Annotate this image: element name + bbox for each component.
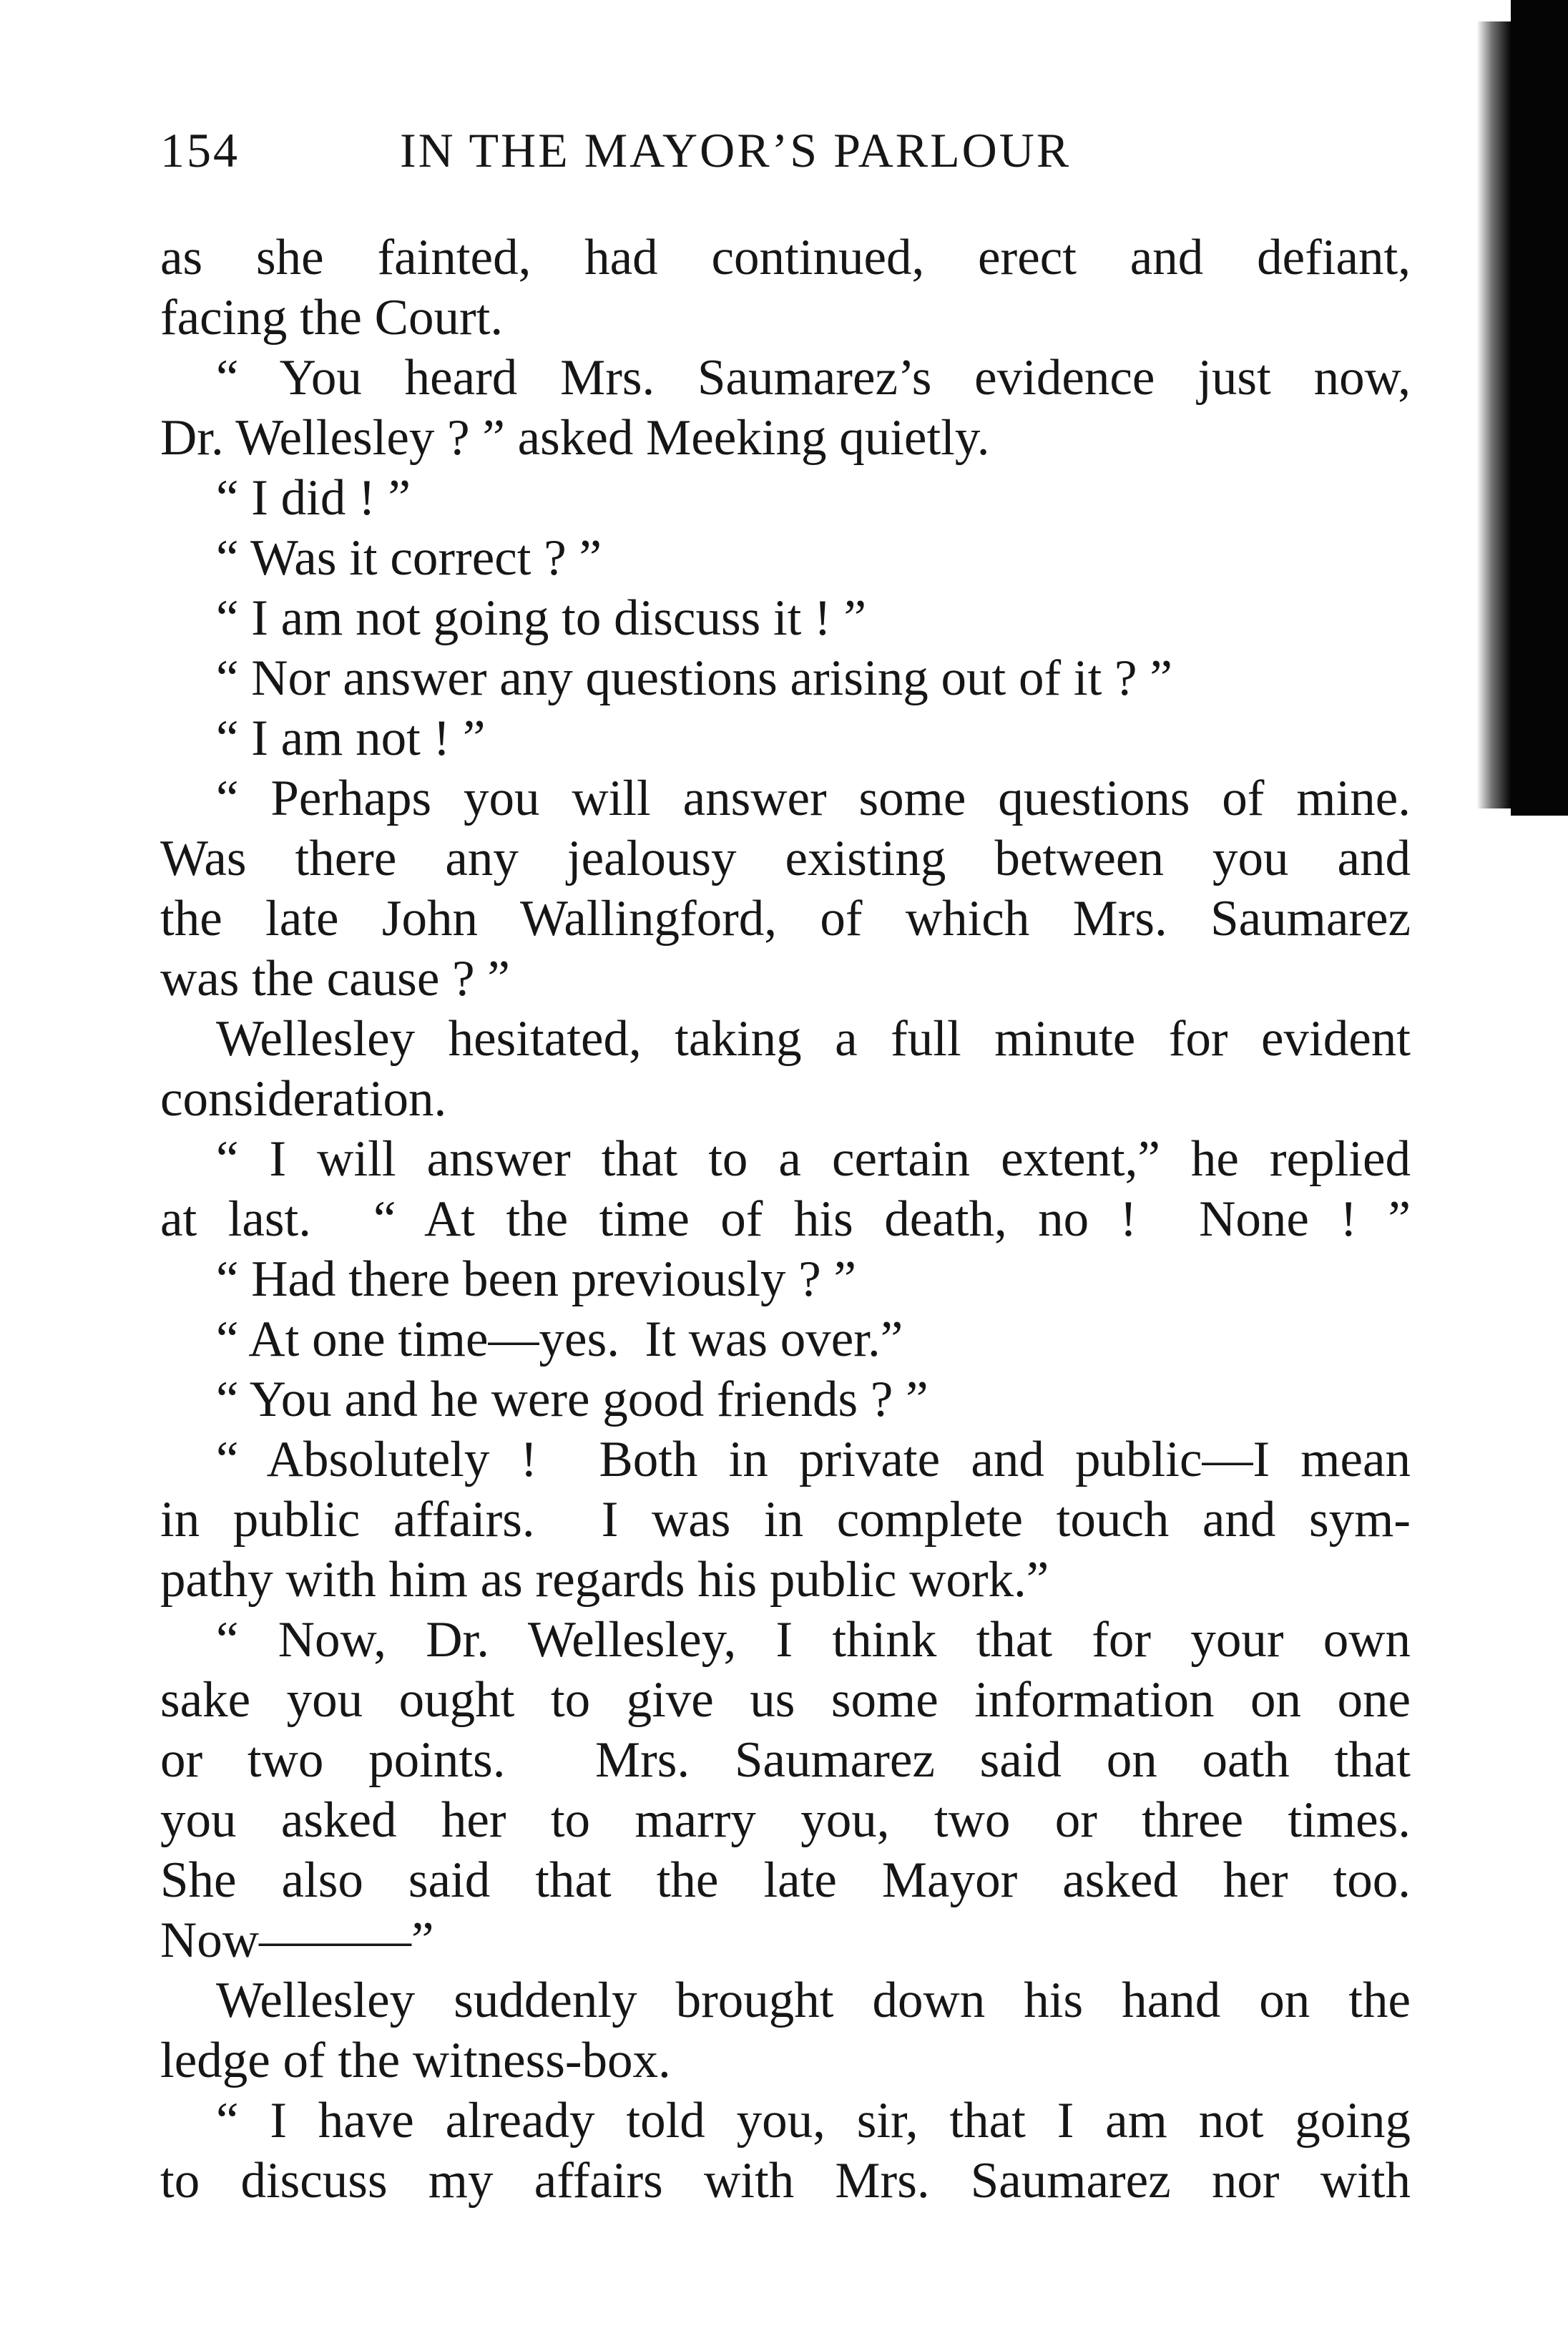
text-line: “ Had there been previously ? ” — [216, 1251, 856, 1307]
text-line: the late John Wallingford, of which Mrs. Saumarez — [160, 891, 1411, 947]
text-line: Was there any jealousy existing between you and — [160, 831, 1411, 886]
text-line: pathy with him as regards his public work.” — [160, 1552, 1049, 1608]
text-line: at last. “ At the time of his death, no ! None ! ” — [160, 1191, 1411, 1247]
text-line: to discuss my affairs with Mrs. Saumarez nor with — [160, 2153, 1411, 2209]
text-line: in public affairs. I was in complete touch and sym- — [160, 1492, 1411, 1548]
body-text — [160, 228, 1411, 2211]
text-line: “ I am not going to discuss it ! ” — [216, 590, 867, 646]
text-line: “ Perhaps you will answer some questions of mine. — [216, 771, 1411, 826]
text-line: or two points. Mrs. Saumarez said on oath that — [160, 1732, 1411, 1788]
text-line: Now———” — [160, 1912, 434, 1968]
text-line: “ I am not ! ” — [216, 710, 486, 766]
text-line: facing the Court. — [160, 290, 504, 346]
text-line: “ You and he were good friends ? ” — [216, 1372, 928, 1427]
text-line: “ Now, Dr. Wellesley, I think that for your own — [216, 1612, 1411, 1668]
scan-shadow — [1476, 21, 1511, 808]
text-line: ledge of the witness-box. — [160, 2033, 671, 2088]
text-line: sake you ought to give us some information on one — [160, 1672, 1411, 1728]
text-line: “ Absolutely ! Both in private and public—I mean — [216, 1432, 1411, 1487]
running-title: IN THE MAYOR’S PARLOUR — [400, 123, 1072, 177]
text-line: “ You heard Mrs. Saumarez’s evidence just now, — [216, 350, 1411, 406]
text-line: “ At one time—yes. It was over.” — [216, 1311, 903, 1367]
page-header — [160, 114, 1419, 186]
text-line: “ Was it correct ? ” — [216, 530, 602, 586]
text-line: “ Nor answer any questions arising out of it ? ” — [216, 650, 1172, 706]
text-line: was the cause ? ” — [160, 951, 510, 1007]
text-line: Wellesley suddenly brought down his hand on the — [216, 1973, 1411, 2028]
text-line: “ I did ! ” — [216, 470, 411, 526]
text-line: She also said that the late Mayor asked her too. — [160, 1852, 1411, 1908]
text-line: Dr. Wellesley ? ” asked Meeking quietly. — [160, 410, 990, 466]
text-line: as she fainted, had continued, erect and defiant, — [160, 230, 1411, 285]
text-line: “ I will answer that to a certain extent,” he replied — [216, 1131, 1411, 1187]
text-line: “ I have already told you, sir, that I am not going — [216, 2093, 1411, 2149]
page-number: 154 — [160, 123, 240, 177]
text-line: consideration. — [160, 1071, 447, 1127]
scan-edge-strip — [1511, 0, 1568, 816]
text-line: Wellesley hesitated, taking a full minute for evident — [216, 1011, 1411, 1067]
text-line: you asked her to marry you, two or three times. — [160, 1792, 1411, 1848]
